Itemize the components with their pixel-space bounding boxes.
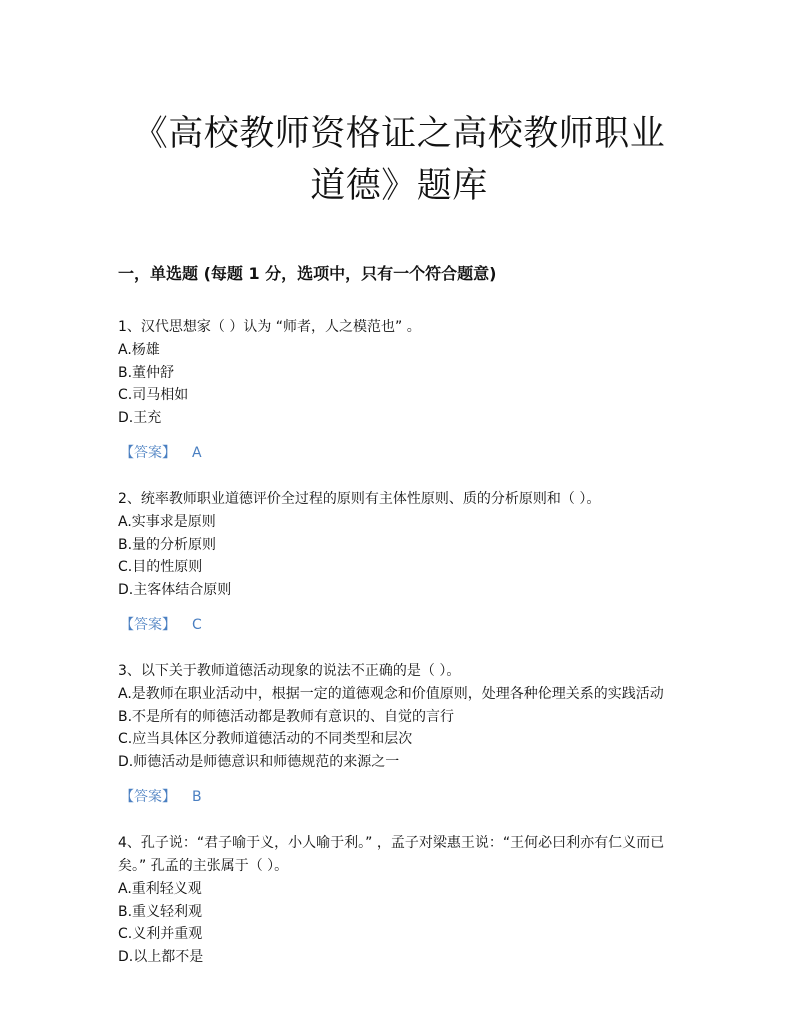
question-4 bbox=[118, 832, 680, 968]
option-b: B.不是所有的师德活动都是教师有意识的、自觉的言行 bbox=[118, 708, 455, 725]
option-a: A.是教师在职业活动中，根据一定的道德观念和价值原则，处理各种伦理关系的实践活动 bbox=[118, 686, 664, 702]
document-title: 《高校教师资格证之高校教师职业道德》题库 bbox=[132, 114, 666, 206]
option-d: D.主客体结合原则 bbox=[118, 581, 232, 598]
option-d: D.王充 bbox=[118, 409, 162, 426]
answer-line bbox=[118, 442, 680, 464]
answer-value: A bbox=[192, 445, 202, 461]
question-1 bbox=[118, 316, 680, 429]
question-stem: 2、统率教师职业道德评价全过程的原则有主体性原则、质的分析原则和（ ）。 bbox=[118, 491, 601, 507]
question-2 bbox=[118, 488, 680, 601]
option-a: A.杨雄 bbox=[118, 342, 160, 358]
answer-value: B bbox=[192, 789, 202, 805]
answer-line bbox=[118, 786, 680, 808]
answer-label: 【答案】 bbox=[120, 617, 176, 633]
option-c: C.目的性原则 bbox=[118, 559, 203, 575]
option-b: B.重义轻利观 bbox=[118, 903, 203, 920]
section-heading: 一，单选题 (每题 1 分，选项中，只有一个符合题意) bbox=[118, 264, 497, 283]
question-stem: 1、汉代思想家（ ）认为 “师者，人之模范也” 。 bbox=[118, 319, 421, 335]
answer-label: 【答案】 bbox=[120, 789, 176, 805]
option-d: D.以上都不是 bbox=[118, 948, 204, 965]
answer-label: 【答案】 bbox=[120, 445, 176, 461]
option-b: B.董仲舒 bbox=[118, 364, 175, 381]
option-b: B.量的分析原则 bbox=[118, 536, 217, 553]
option-a: A.实事求是原则 bbox=[118, 514, 216, 530]
answer-line bbox=[118, 614, 680, 636]
option-c: C.应当具体区分教师道德活动的不同类型和层次 bbox=[118, 731, 413, 747]
answer-value: C bbox=[192, 617, 202, 633]
option-c: C.义利并重观 bbox=[118, 926, 203, 942]
option-a: A.重利轻义观 bbox=[118, 881, 202, 897]
question-3 bbox=[118, 660, 680, 773]
option-d: D.师德活动是师德意识和师德规范的来源之一 bbox=[118, 753, 400, 770]
question-stem: 3、以下关于教师道德活动现象的说法不正确的是（ ）。 bbox=[118, 663, 461, 679]
option-c: C.司马相如 bbox=[118, 387, 189, 403]
question-stem: 4、孔子说：“君子喻于义，小人喻于利。” ，孟子对梁惠王说：“王何必曰利亦有仁义而已矣。” 孔孟的主张属于（ ）。 bbox=[118, 835, 665, 874]
